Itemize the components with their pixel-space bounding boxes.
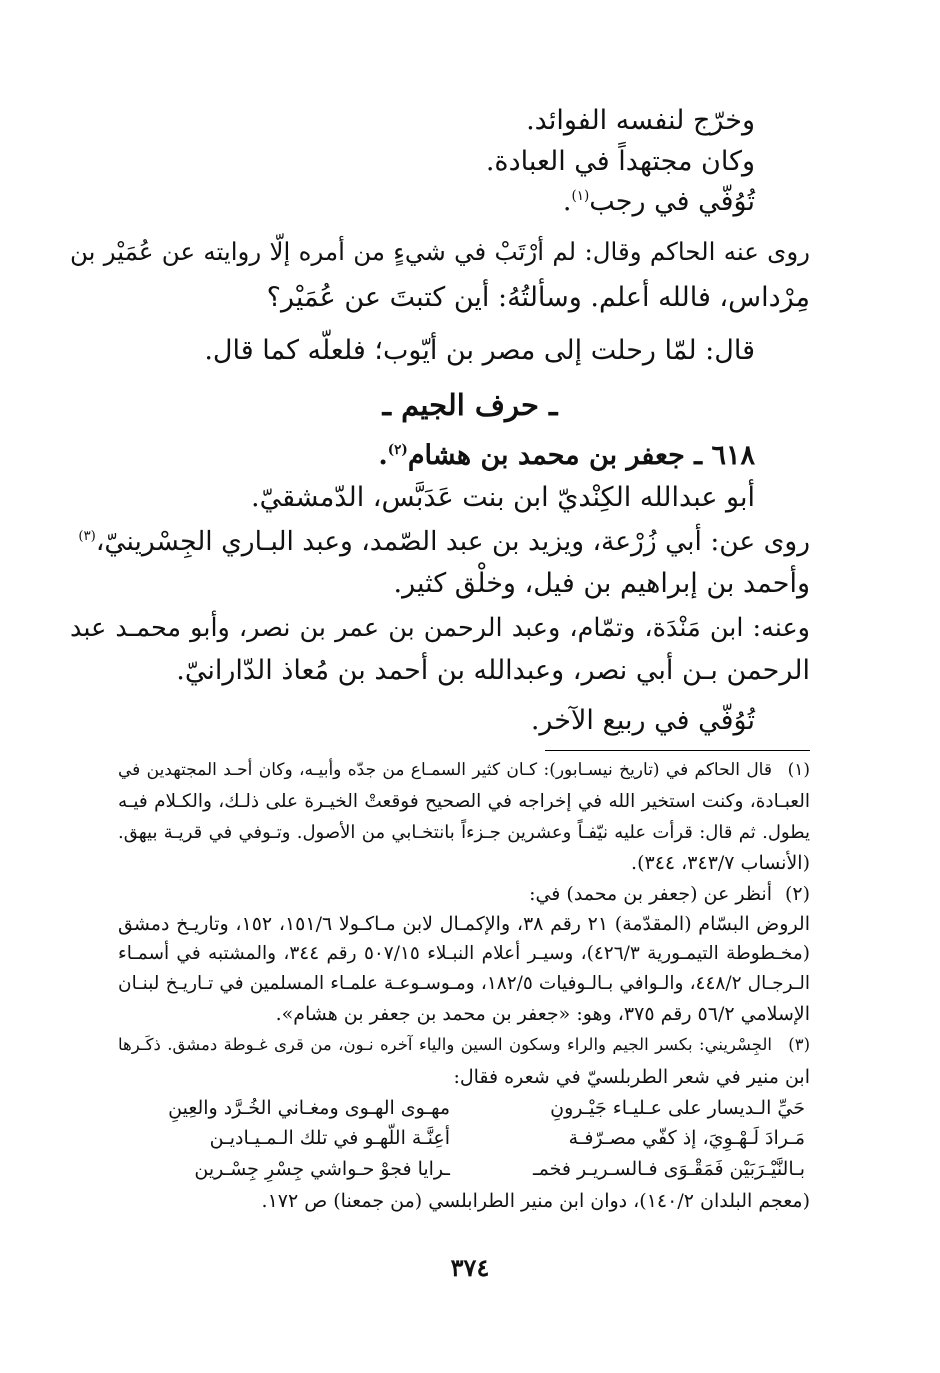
text-line: أبو عبدالله الكِنْديّ ابن بنت عَدَبَّس، الدّمشقيّ. [251, 482, 755, 513]
footnote-ref: (٣) [78, 529, 96, 545]
footnote-line: الروض البسّام (المقدّمة) ٢١ رقم ٣٨، والإكمـال لابن مـاكـولا ١٥١/٦، ١٥٢، وتاريـخ دمشق [118, 913, 810, 935]
text-line: وكان مجتهداً في العبادة. [485, 146, 755, 177]
text-line: تُوُفّي في ربيع الآخر. [530, 705, 755, 736]
verse-first-hemistich: مَـرادَ لَـهْـوِيَ، إذ كفّي مصـرّفـة [568, 1127, 805, 1149]
text-line: الرحمن بـن أبي نصر، وعبدالله بن أحمد بن مُعاذ الدّارانيّ. [176, 655, 810, 686]
page-number: ٣٧٤ [450, 1253, 490, 1282]
footnote-line: يطول. ثم قال: قرأت عليه نيّفـاً وعشرين جـزءاً بانتخـابي من الأصول. وتـوفي في قريـة بيهق. [118, 822, 810, 843]
verse-second-hemistich: مهـوى الهـوى ومغـاني الخُـرَّد والعِينِ [168, 1097, 450, 1119]
footnote-number: (١) [787, 760, 810, 780]
footnote-line: ابن منير في شعر الطربلسيّ في شعره فقال: [453, 1066, 810, 1088]
verse-first-hemistich: بـالنَّيْـرَبَيْن فَمَقْـوَى فـالسـريـر فخمـ [533, 1158, 805, 1180]
entry-title: ٦١٨ ـ جعفر بن محمد بن هشام$^{(٢)}$. [378, 440, 755, 471]
footnote-number: (٣) [788, 1035, 810, 1054]
text-line: روى عن: أبي زُرْعة، ويزيد بن عبد الصّمد، وعبد البـاري الجِسْرينيّ،$^{(٣)}$ [78, 526, 810, 557]
footnote-2: (٢)أنظر عن (جعفر بن محمد) في: [529, 883, 810, 905]
text-line: وأحمد بن إبراهيم بن فيل، وخلْق كثير. [393, 568, 810, 599]
verse-second-hemistich: أعِنَّـة اللّهـو في تلك الـمـيـاديـن [209, 1127, 450, 1149]
footnote-ref: (١) [571, 188, 590, 204]
text-line: وعنه: ابن مَنْدَة، وتمّام، وعبد الرحمن بن عمر بن نصر، وأبو محمـد عبد [70, 613, 810, 643]
text-line: قال: لمّا رحلت إلى مصر بن أيّوب؛ فلعلّه كما قال. [204, 335, 755, 366]
footnote-line: الـرجـال ٤٤٨/٢، والـوافي بـالـوفيات ١٨٢/٥، ومـوسـوعـة علمـاء المسلمين في تـاريـخ لبنـان [118, 973, 810, 994]
verse-second-hemistich: ـرايا فجوْ حـواشي جِسْرِ جِسْـرين [194, 1158, 450, 1180]
footnote-1: (١)قال الحاكم في (تاريخ نيسـابور): كـان كثير السمـاع من جدّه وأبيـه، وكان أحـد المجتهدين في [118, 760, 810, 780]
text-line: تُوُفّي في رجب$^{(١)}$. [562, 186, 755, 217]
section-heading: ـ حرف الجيم ـ [382, 388, 558, 422]
verse-first-hemistich: حَيِّ الـديسار على عـليـاء جَيْـرونِ [550, 1097, 805, 1119]
footnote-separator [545, 750, 810, 751]
footnote-line: (مخـطوطة التيمـورية ٤٢٦/٣)، وسيـر أعلام النبـلاء ٥٠٧/١٥ رقم ٣٤٤، والمشتبه في أسمـاء [118, 943, 810, 964]
footnote-number: (٢) [784, 883, 810, 905]
footnote-source: (معجم البلدان ١٤٠/٢)، دوان ابن منير الطرابلسي (من جمعنا) ص ١٧٢. [261, 1190, 810, 1212]
footnote-ref: (٢) [387, 442, 408, 458]
footnote-line: العبـادة، وكنت استخير الله في إخراجه في الصحيح فوقعتْ الخيـرة على ذلـك، والكـلام فيـه [118, 791, 810, 812]
text-line: وخرّج لنفسه الفوائد. [526, 105, 755, 136]
footnote-line: الإسلامي ٥٦/٢ رقم ٣٧٥، وهو: «جعفر بن محمد بن جعفر بن هشام». [275, 1003, 810, 1025]
footnote-3: (٣)الجِسْريني: بكسر الجيم والراء وسكون السين والياء آخره نـون، من قرى غـوطة دمشق. ذكَـرها [118, 1035, 810, 1054]
text-line: مِرْداس، فالله أعلم. وسألتُهُ: أين كتبتَ عن عُمَيْر؟ [266, 282, 810, 313]
footnote-line: (الأنساب ٣٤٣/٧، ٣٤٤). [631, 852, 810, 874]
text-line: روى عنه الحاكم وقال: لم أرْتَبْ في شيءٍ من أمره إلّا روايته عن عُمَيْر بن [70, 237, 810, 266]
